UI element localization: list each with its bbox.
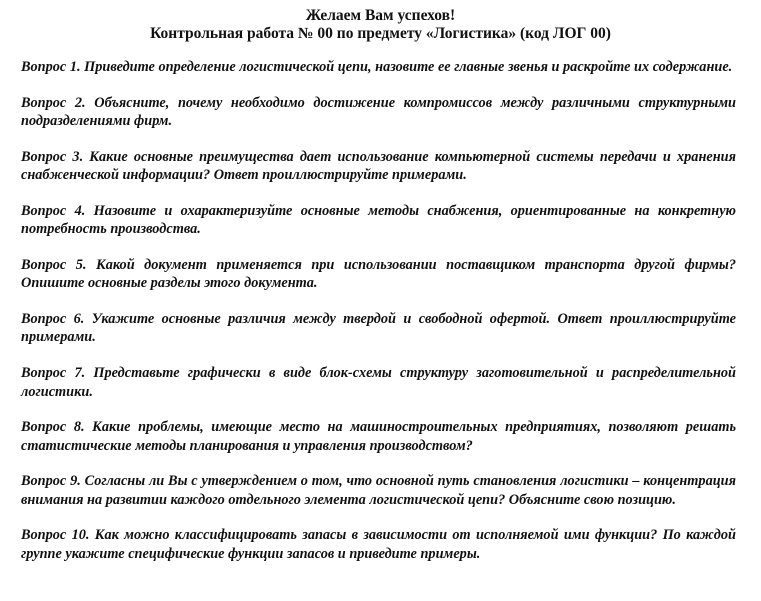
question-9: Вопрос 9. Согласны ли Вы с утверждением о том, что основной путь становления логистики – концентрация внимания на развитии каждого отдельного элемента логистической цепи? Объясните свою позицию. <box>21 473 736 508</box>
document-title: Контрольная работа № 00 по предмету «Логистика» (код ЛОГ 00) <box>150 25 611 42</box>
question-list <box>21 58 736 580</box>
question-3: Вопрос 3. Какие основные преимущества дает использование компьютерной системы передачи и хранения снабженческой информации? Ответ проиллюстрируйте примерами. <box>21 148 736 184</box>
question-10: Вопрос 10. Как можно классифицировать запасы в зависимости от исполняемой ими функции? По каждой группе укажите специфические функции запасов и приведите примеры. <box>21 527 736 562</box>
question-4: Вопрос 4. Назовите и охарактеризуйте основные методы снабжения, ориентированные на конкретную потребность производства. <box>21 202 736 238</box>
question-8: Вопрос 8. Какие проблемы, имеющие место на машиностроительных предприятиях, позволяют решать статистические методы планирования и управления производством? <box>21 419 736 454</box>
greeting: Желаем Вам успехов! <box>305 7 456 24</box>
question-1: Вопрос 1. Приведите определение логистической цепи, назовите ее главные звенья и раскройте их содержание. <box>21 59 733 75</box>
question-5: Вопрос 5. Какой документ применяется при использовании поставщиком транспорта другой фирмы? Опишите основные разделы этого документа. <box>21 256 736 292</box>
question-2: Вопрос 2. Объясните, почему необходимо достижение компромиссов между различными структурными подразделениями фирм. <box>21 94 736 130</box>
question-6: Вопрос 6. Укажите основные различия между твердой и свободной офертой. Ответ проиллюстрируйте примерами. <box>21 310 736 346</box>
question-7: Вопрос 7. Представьте графически в виде блок-схемы структуру заготовительной и распределительной логистики. <box>21 365 736 400</box>
